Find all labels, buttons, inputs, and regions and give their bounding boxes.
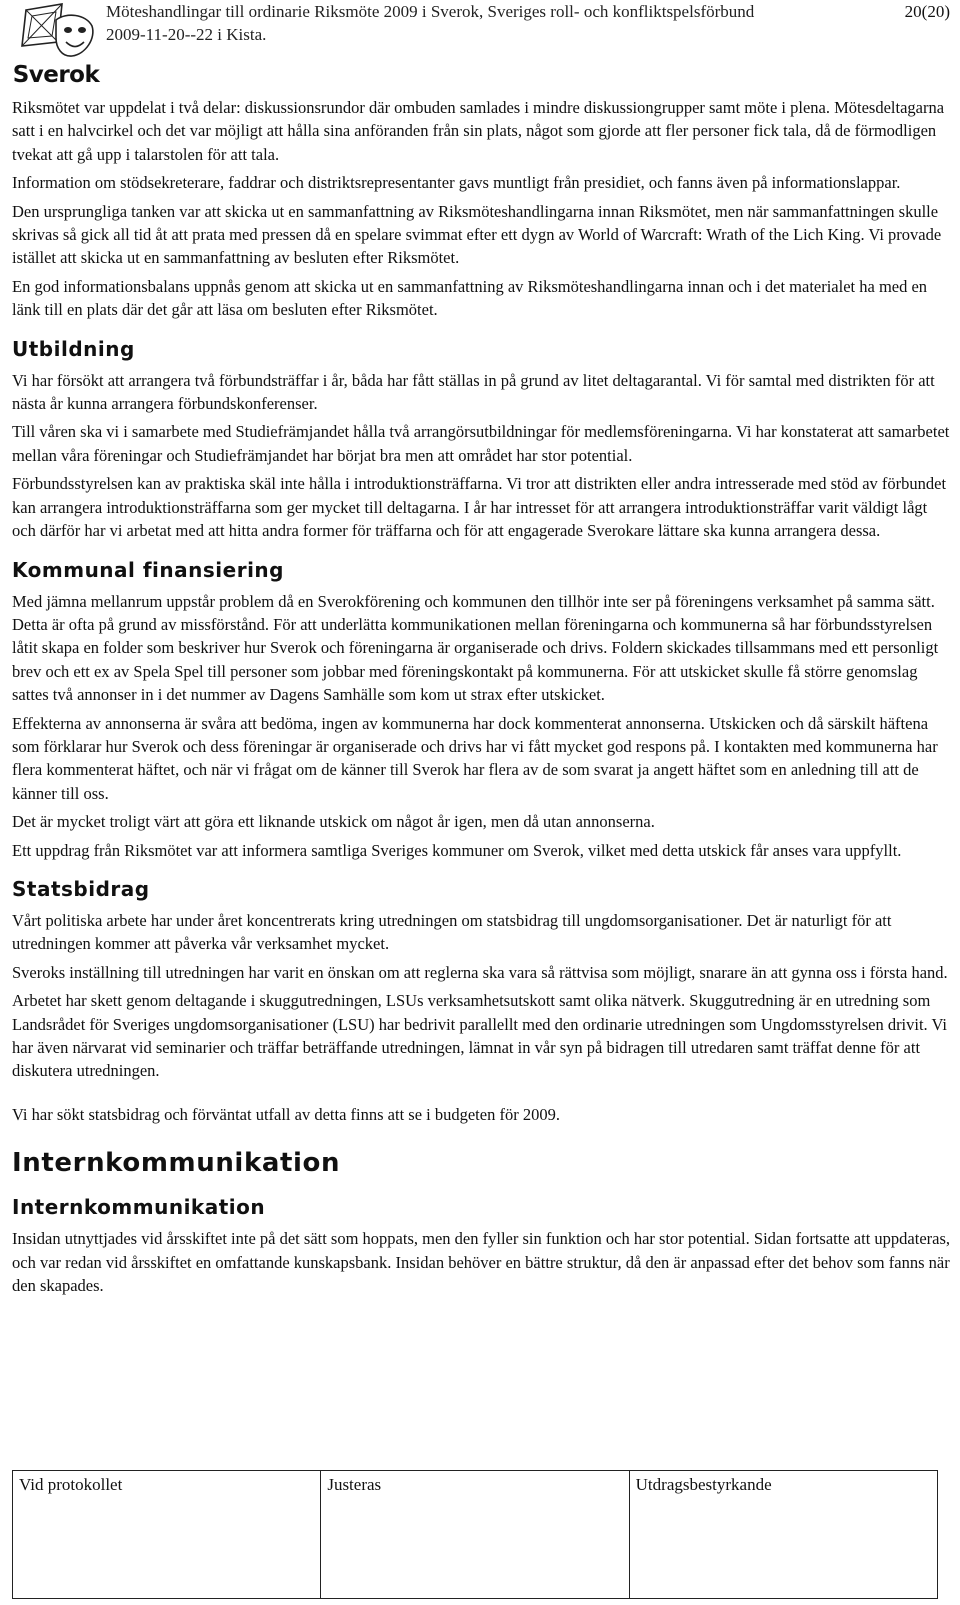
paragraph: Riksmötet var uppdelat i två delar: diskussionsrundor där ombuden samlades i mindre diskussiongrupper samt möte i plena. Mötesdeltagarna satt i en halvcirkel och det var möjligt att hålla sina anföranden från sin plats, något som gjorde att fler personer fick tala, då de förmodligen tvekat att gå upp i talarstolen för att tala. [12, 98, 945, 164]
dice-mask-logo-icon [12, 2, 100, 64]
paragraph: Arbetet har skett genom deltagande i skuggutredningen, LSUs verksamhetsutskott samt olika nätverk. Skuggutredning är en utredning som Landsrådet för Sveriges ungdomsorganisationer (LSU) har bedrivit parallellt med den ordinarie utredningen som Ungdomsstyrelsen drivit. Vi har även närvarat vid seminarier och träffar beträffande utredningen, lämnat in vår syn på bidragen till utredaren samt träffat denne för att diskutera utredningen. [12, 991, 948, 1081]
paragraph: Den ursprungliga tanken var att skicka ut en sammanfattning av Riksmöteshandlingarna innan Riksmötet, men när sammanfattningen skulle skrivas så gick all tid åt att prata med pressen då en spelare svimmat efter ett dygn av World of Warcraft: Wrath of the Lich King. Vi provade istället att skicka ut en sammanfattning av besluten efter Riksmötet. [12, 201, 942, 268]
paragraph: Det är mycket troligt värt att göra ett liknande utskick om något år igen, men då utan annonserna. [12, 812, 655, 832]
document-page [12, 0, 950, 1302]
signature-cell-protokollet: Vid protokollet [13, 1471, 321, 1598]
document-title [106, 0, 846, 46]
page-number: 20(20) [904, 2, 950, 21]
paragraph: Till våren ska vi i samarbete med Studiefrämjandet hålla två arrangörsutbildningar för medlemsföreningarna. Vi har konstaterat att samarbetet mellan våra föreningar och Studiefrämjandet har börjat bra men att området har stor potential. [12, 422, 950, 465]
section-heading-internkommunikation: Internkommunikation [12, 1195, 266, 1220]
paragraph: Information om stödsekreterare, faddrar och distriktsrepresentanter gavs muntligt från presidiet, och fanns även på informationslappar. [12, 173, 901, 193]
paragraph: Effekterna av annonserna är svåra att bedöma, ingen av kommunerna har dock kommenterat annonserna. Utskicken och då särskilt häftena som förklarar hur Sverok och dess föreningar är organiserade och drivs har vi fått mycket god respons på. I kontakten med kommunerna har flera kommenterat häftet, och när vi frågat om de känner till Sverok har flera av de som svarat ja angett häftet som en anledning till att de känner till oss. [12, 713, 938, 803]
signature-cell-justeras: Justeras [321, 1471, 629, 1598]
paragraph: Vi har försökt att arrangera två förbundsträffar i år, båda har fått ställas in på grund av litet deltagarantal. Vi för samtal med distrikten för att nästa år kunna arrangera förbundskonferenser. [12, 370, 935, 414]
section-heading-kommunal-finansiering: Kommunal finansiering [12, 557, 284, 582]
paragraph: Insidan utnyttjades vid årsskiftet inte på det sätt som hoppats, men den fyller sin funktion och har stor potential. Sidan fortsatte att uppdateras, och var redan vid årsskiftet en omfattande kunskapsbank. Insidan behöver en bättre struktur, då den är anpassad efter det behov som fanns när den skapades. [12, 1229, 951, 1296]
signature-cell-utdragsbestyrkande: Utdragsbestyrkande [635, 1475, 772, 1494]
chapter-heading-internkommunikation: Internkommunikation [12, 1148, 341, 1179]
logo-text: Sverok [12, 62, 100, 88]
signature-table [12, 1470, 938, 1599]
section-heading-statsbidrag: Statsbidrag [12, 876, 150, 901]
paragraph: Vi har sökt statsbidrag och förväntat utfall av detta finns att se i budgeten för 2009. [12, 1104, 560, 1124]
paragraph: Ett uppdrag från Riksmötet var att informera samtliga Sveriges kommuner om Sverok, vilket med detta utskick får anses vara uppfyllt. [12, 840, 902, 860]
page-header [12, 0, 950, 96]
paragraph: Sveroks inställning till utredningen har varit en önskan om att reglerna ska vara så rättvisa som möjligt, snarare än att gynna oss i första hand. [12, 962, 948, 982]
document-body [12, 96, 950, 1297]
paragraph: Vårt politiska arbete har under året koncentrerats kring utredningen om statsbidrag till ungdomsorganisationer. Det är naturligt för att utredningen kommer att påverka vår verksamhet mycket. [12, 910, 892, 954]
paragraph: Med jämna mellanrum uppstår problem då en Sverokförening och kommunen den tillhör inte ser på föreningens verksamhet på samma sätt. Detta är ofta på grund av missförstånd. För att underlätta kommunikationen mellan föreningarna och kommunerna så har förbundsstyrelsen låtit skapa en folder som beskriver hur Sverok och föreningarna är organiserade och drivs. Foldern skickades tillsammans med ett personligt brev och ett ex av Spela Spel till personer som jobbar med föreningskontakt på kommunerna. För att utskicket skulle få större genomslag sattes två annonser in i det nummer av Dagens Samhälle som kom ut strax efter utskicket. [12, 591, 939, 705]
title-line-2: 2009-11-20--22 i Kista. [106, 25, 267, 44]
paragraph: En god informationsbalans uppnås genom att skicka ut en sammanfattning av Riksmöteshandlingarna innan och i det materialet ha med en länk till en plats där det går att läsa om besluten efter Riksmötet. [12, 276, 928, 320]
section-heading-utbildning: Utbildning [12, 336, 135, 361]
title-line-1: Möteshandlingar till ordinarie Riksmöte 2009 i Sverok, Sveriges roll- och konfliktspelsförbund [106, 2, 755, 21]
paragraph: Förbundsstyrelsen kan av praktiska skäl inte hålla i introduktionsträffarna. Vi tror att distrikten eller andra intresserade med stöd av förbundet kan arrangera introduktionsträffarna som ger mycket till deltagarna. I år har intresset för att arrangera introduktionsträffar varit väldigt lågt och därför har vi arbetat med att hitta andra former för träffarna och för att engagerade Sverokare lättare ska kunna arrangera dessa. [12, 474, 947, 541]
sverok-logo [12, 2, 100, 94]
